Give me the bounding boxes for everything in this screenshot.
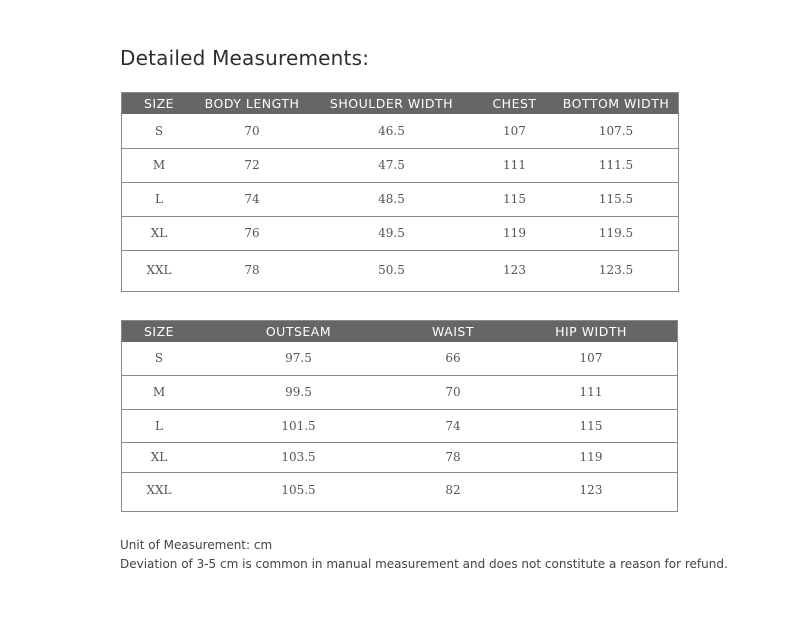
table-cell: 101.5 [196, 409, 401, 442]
bottom-measurement-table [121, 320, 678, 512]
measurement-notes [120, 536, 728, 574]
table-cell: XXL [122, 472, 196, 508]
table-cell: 111 [475, 148, 554, 182]
column-header-shoulder-width: SHOULDER WIDTH [308, 93, 475, 114]
table-cell: 111 [505, 375, 677, 409]
table-row [122, 375, 677, 409]
table-row [122, 148, 678, 182]
table-row [122, 409, 677, 442]
table-cell: XL [122, 216, 196, 250]
table-cell: M [122, 148, 196, 182]
table-cell: S [154, 351, 164, 366]
table-cell: 107 [503, 123, 526, 138]
table-cell: 107.5 [598, 123, 634, 138]
table-cell: 48.5 [308, 182, 475, 216]
table-cell: 111.5 [554, 148, 678, 182]
table-cell: 78 [196, 250, 308, 289]
table-cell: 70 [401, 375, 505, 409]
table-cell: 115 [505, 409, 677, 442]
table-cell: L [122, 409, 196, 442]
column-header-body-length: BODY LENGTH [196, 93, 308, 114]
table-cell: 72 [196, 148, 308, 182]
page-title: Detailed Measurements: [120, 46, 370, 70]
top-measurement-table [121, 92, 679, 292]
table-cell: 74 [401, 409, 505, 442]
table-cell: 99.5 [196, 375, 401, 409]
table-cell: 123.5 [554, 250, 678, 289]
table-cell: 49.5 [308, 216, 475, 250]
unit-note: Unit of Measurement: cm [120, 538, 273, 552]
table-cell: XL [122, 442, 196, 472]
table-cell: 115 [475, 182, 554, 216]
table-row [122, 472, 677, 508]
table-cell: 74 [196, 182, 308, 216]
column-header-size: SIZE [122, 321, 196, 342]
table-cell: 47.5 [308, 148, 475, 182]
table-cell: 70 [244, 123, 260, 138]
column-header-size: SIZE [122, 93, 196, 114]
table-cell: L [122, 182, 196, 216]
table-cell: 119 [475, 216, 554, 250]
table-cell: 107 [579, 351, 603, 366]
column-header-waist: WAIST [401, 321, 505, 342]
table-row [122, 114, 678, 148]
table-row [122, 250, 678, 289]
table-cell: 115.5 [554, 182, 678, 216]
table-cell: 46.5 [378, 123, 405, 138]
column-header-chest: CHEST [475, 93, 554, 114]
table-cell: XXL [122, 250, 196, 289]
column-header-outseam: OUTSEAM [196, 321, 401, 342]
table-cell: 50.5 [308, 250, 475, 289]
deviation-note: Deviation of 3-5 cm is common in manual measurement and does not constitute a reason for refund. [120, 557, 728, 571]
table-cell: 119.5 [554, 216, 678, 250]
column-header-bottom-width: BOTTOM WIDTH [554, 93, 678, 114]
table-row [122, 182, 678, 216]
table-header-row [122, 93, 678, 114]
table-cell: 76 [196, 216, 308, 250]
table-row [122, 342, 677, 375]
table-cell: 97.5 [285, 351, 312, 366]
table-cell: 119 [505, 442, 677, 472]
table-cell: 66 [445, 351, 461, 366]
table-row [122, 216, 678, 250]
table-cell: 123 [505, 472, 677, 508]
table-header-row [122, 321, 677, 342]
table-cell: 82 [401, 472, 505, 508]
table-cell: 105.5 [196, 472, 401, 508]
column-header-hip-width: HIP WIDTH [505, 321, 677, 342]
table-cell: S [154, 123, 164, 138]
table-cell: 123 [475, 250, 554, 289]
table-cell: 78 [401, 442, 505, 472]
table-cell: 103.5 [196, 442, 401, 472]
table-row [122, 442, 677, 472]
table-cell: M [122, 375, 196, 409]
